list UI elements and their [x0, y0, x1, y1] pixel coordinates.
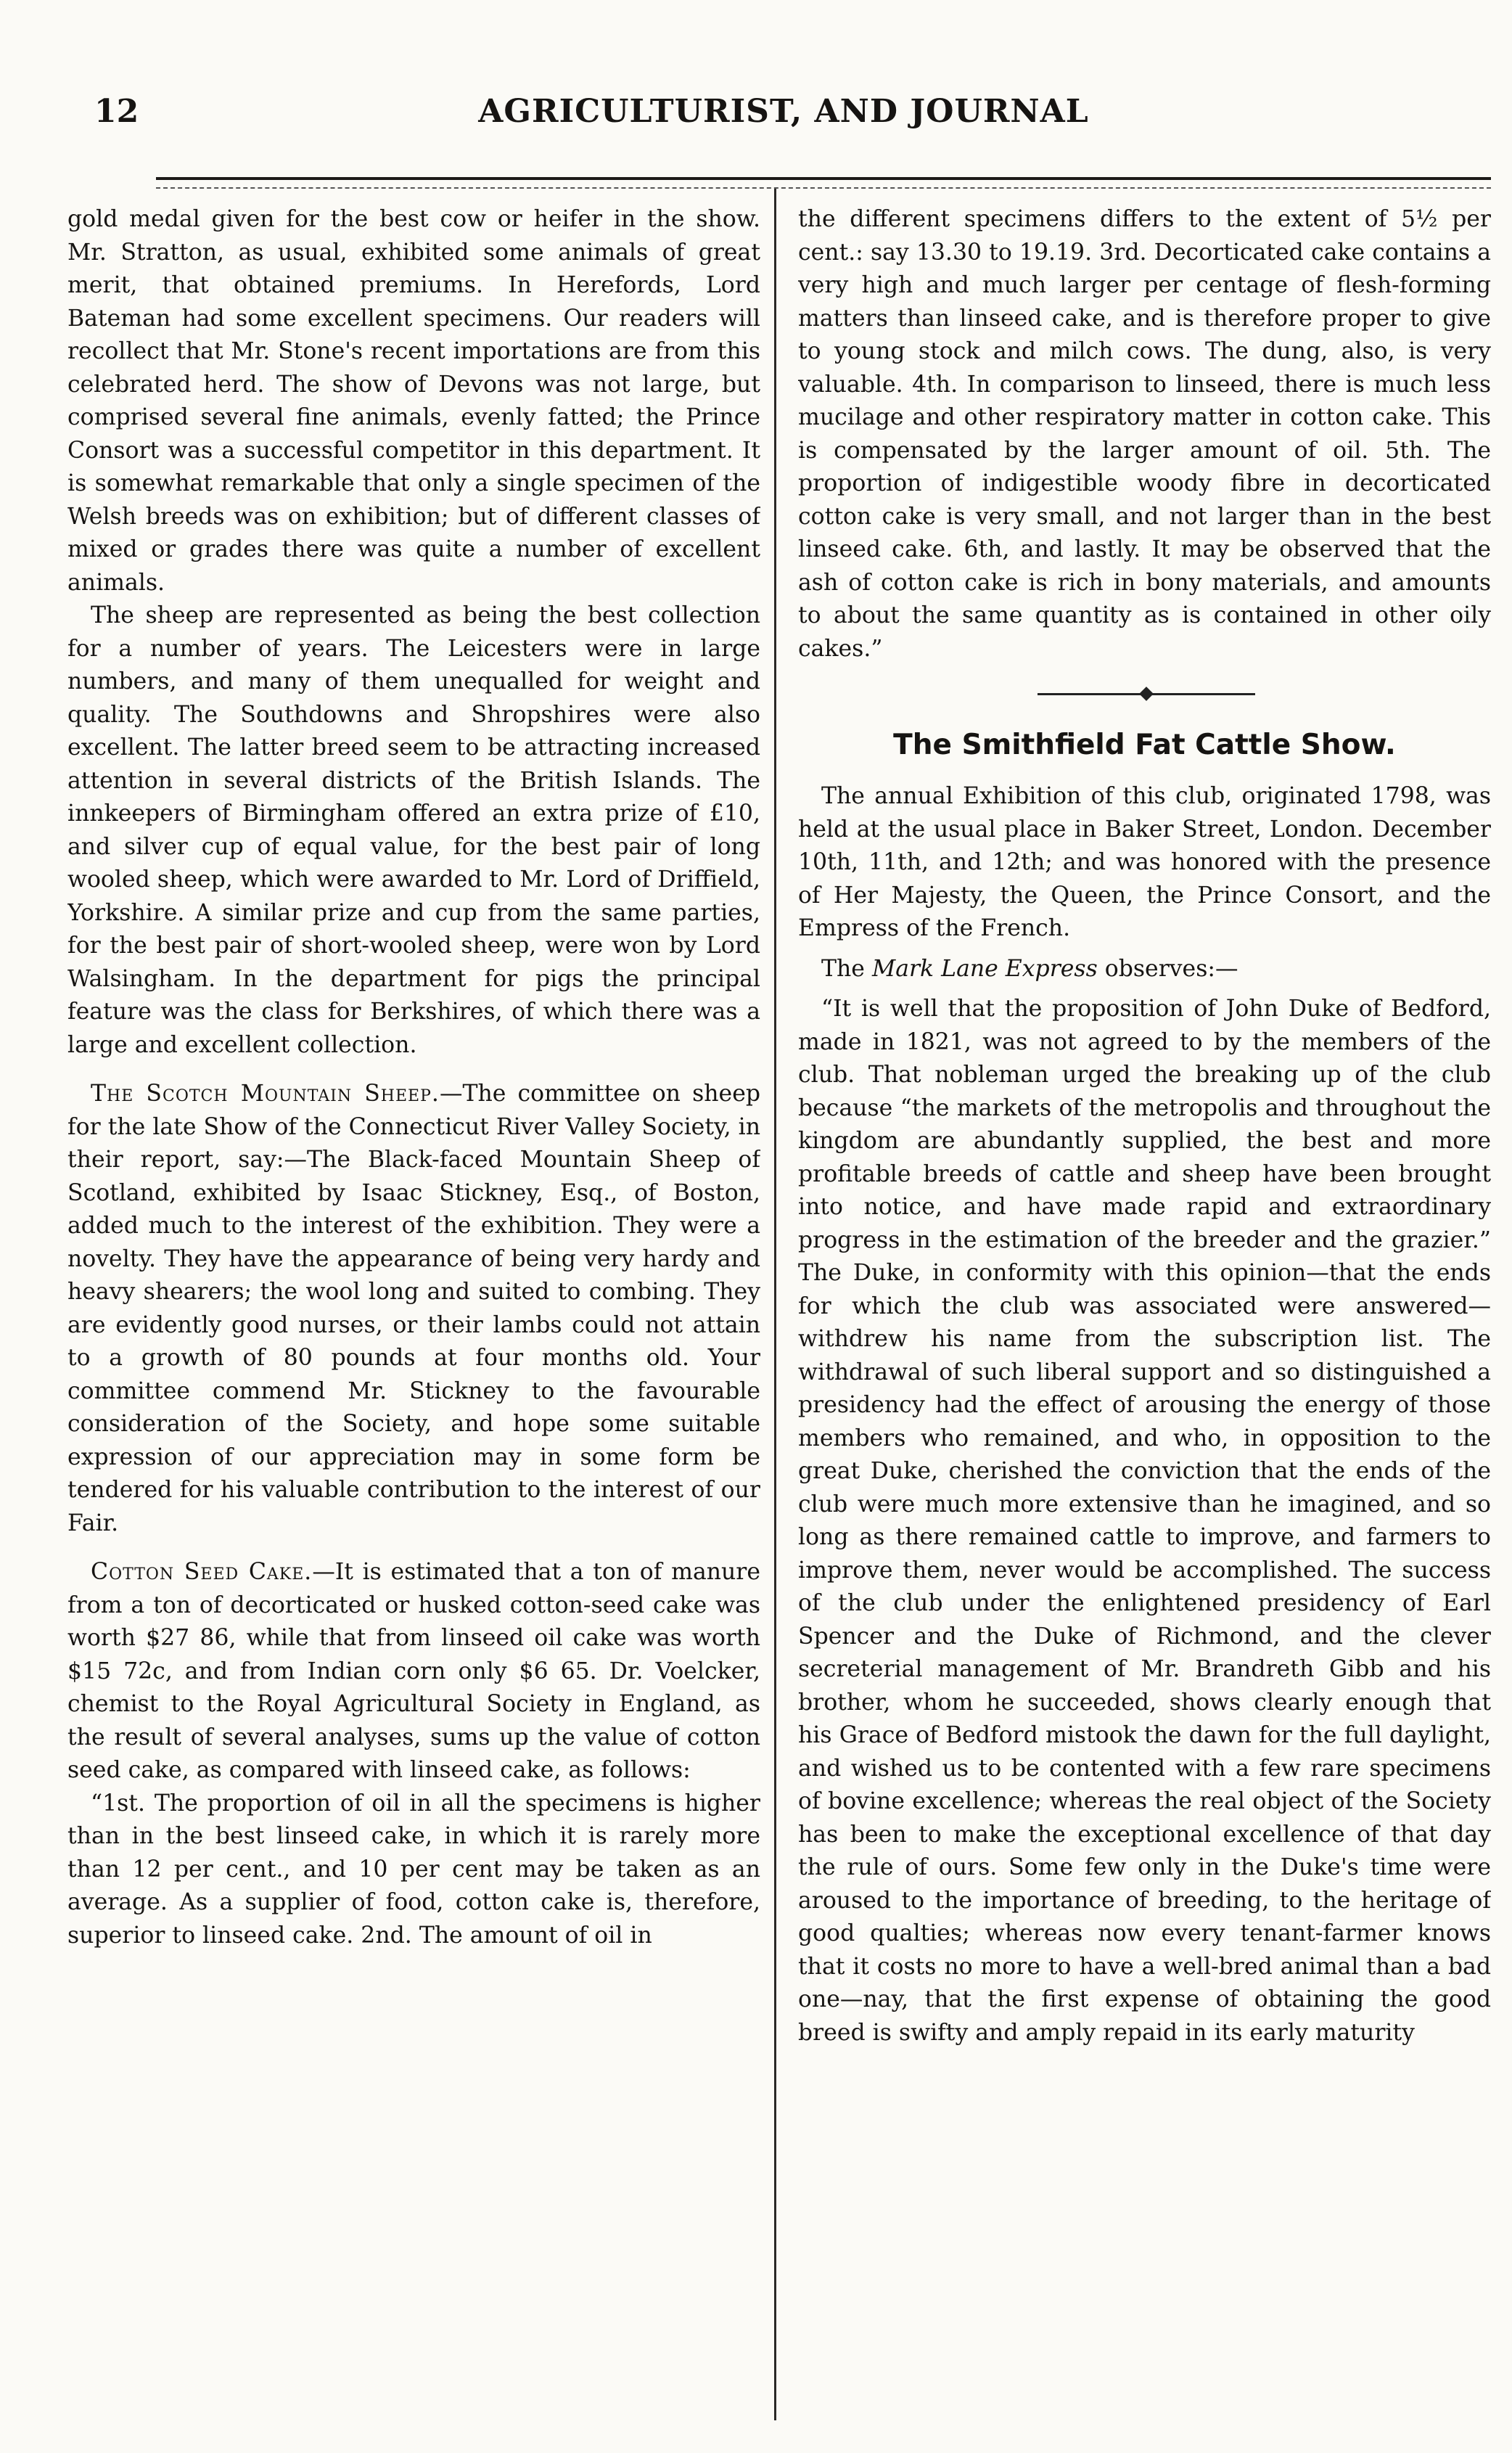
paragraph-exhibition: The annual Exhibition of this club, originated 1798, was held at the usual place in Baker Street, London. December 10th, 11th, and 12th; and was honored with the presence of Her Majesty, the Queen, the Prince Consort, and the Empress of the French. — [798, 783, 1491, 941]
paragraph-cotton-seed-text: —It is estimated that a ton of manure from a ton of decorticated or husked cotton-seed cake was worth $27 86, while that from linseed oil cake was worth $15 72c, and from Indian corn only $6 65. Dr. Voelcker, chemist to the Royal Agricultural Society in England, as the result of several analyses, sums up the value of cotton seed cake, as compared with linseed cake, as follows: — [67, 1559, 760, 1783]
publication-title: Mark Lane Express — [871, 955, 1098, 982]
observes-post: observes:— — [1097, 955, 1238, 982]
paragraph-awards: gold medal given for the best cow or heifer in the show. Mr. Stratton, as usual, exhibited some animals of great merit, that obtained premiums. In Herefords, Lord Bateman had some excellent specimens. Our readers will recollect that Mr. Stone's recent importations are from this celebrated herd. The show of Devons was not large, but comprised several fine animals, evenly fatted; the Prince Consort was a successful competitor in this department. It is somewhat remarkable that only a single specimen of the Welsh breeds was on exhibition; but of different classes of mixed or grades there was quite a number of excellent animals. — [67, 206, 760, 596]
running-head: AGRICULTURIST, AND JOURNAL — [478, 93, 1089, 130]
paragraph-quote-end: the different specimens differs to the extent of 5½ per cent.: say 13.30 to 19.19. 3rd. Decorticated cake contains a very high and much larger per centage of flesh-forming matters than linseed cake, and is therefore proper to give to young stock and milch cows. The dung, also, is very valuable. 4th. In comparison to linseed, there is much less mucilage and other respiratory matter in cotton cake. This is compensated by the larger amount of oil. 5th. The proportion of indigestible woody fibre in decorticated cotton cake is very small, and not larger than in the best linseed cake. 6th, and lastly. It may be observed that the ash of cotton cake is rich in bony materials, and amounts to about the same quantity as is contained in other oily cakes.” — [798, 206, 1491, 662]
section-lead-scotch-sheep: The Scotch Mountain Sheep. — [91, 1081, 440, 1107]
article-title: The Smithfield Fat Cattle Show. — [893, 729, 1396, 761]
paragraph-scotch-sheep — [67, 1078, 760, 1540]
section-divider — [798, 671, 1491, 715]
header-rule — [156, 177, 1491, 189]
paragraph-quote-start: “1st. The proportion of oil in all the specimens is higher than in the best linseed cake, in which it is rarely more than 12 per cent., and 10 per cent may be taken as an average. As a supplier of food, cotton cake is, therefore, superior to linseed cake. 2nd. The amount of oil in — [67, 1790, 760, 1949]
left-column — [67, 203, 760, 2424]
column-divider — [774, 189, 776, 2420]
paragraph-observes — [798, 953, 1491, 986]
divider-diamond-icon — [1139, 687, 1154, 701]
page-header — [80, 93, 1487, 144]
section-lead-cotton-seed: Cotton Seed Cake. — [91, 1559, 313, 1585]
paragraph-scotch-sheep-text: —The committee on sheep for the late Show of the Connecticut River Valley Society, in their report, say:—The Black-faced Mountain Sheep of Scotland, exhibited by Isaac Stickney, Esq., of Boston, added much to the interest of the exhibition. They were a novelty. They have the appearance of being very hardy and heavy shearers; the wool long and suited to combing. They are evidently good nurses, or their lambs could not attain to a growth of 80 pounds at four months old. Your committee commend Mr. Stickney to the favourable consideration of the Society, and hope some suitable expression of our appreciation may in some form be tendered for his valuable contribution to the interest of our Fair. — [67, 1081, 760, 1536]
paragraph-duke-of-bedford: “It is well that the proposition of John Duke of Bedford, made in 1821, was not agreed to by the members of the club. That nobleman urged the breaking up of the club because “the markets of the metropolis and throughout the kingdom are abundantly supplied, the best and more profitable breeds of cattle and sheep have been brought into notice, and have made rapid and extraordinary progress in the estimation of the breeder and the grazier.” The Duke, in conformity with this opinion—that the ends for which the club was associated were answered—withdrew his name from the subscription list. The withdrawal of such liberal support and so distinguished a presidency had the effect of arousing the energy of those members who remained, and who, in opposition to the great Duke, cherished the conviction that the ends of the club were much more extensive than he imagined, and so long as there remained cattle to improve, and farmers to improve them, never would be accomplished. The success of the club under the enlightened presidency of Earl Spencer and the Duke of Richmond, and the clever secreterial management of Mr. Brandreth Gibb and his brother, whom he succeeded, shows clearly enough that his Grace of Bedford mistook the dawn for the full daylight, and wished us to be contented with a few rare specimens of bovine excellence; whereas the real object of the Society has been to make the exceptional excellence of that day the rule of ours. Some few only in the Duke's time were aroused to the importance of breeding, to the heritage of good qualties; whereas now every tenant-farmer knows that it costs no more to have a well-bred animal than a bad one—nay, that the first expense of obtaining the good breed is swifty and amply repaid in its early maturity — [798, 996, 1491, 2046]
paragraph-sheep: The sheep are represented as being the best collection for a number of years. The Leicesters were in large numbers, and many of them unequalled for weight and quality. The Southdowns and Shropshires were also excellent. The latter breed seem to be attracting increased attention in several districts of the British Islands. The innkeepers of Birmingham offered an extra prize of £10, and silver cup of equal value, for the best pair of long wooled sheep, which were awarded to Mr. Lord of Driffield, Yorkshire. A similar prize and cup from the same parties, for the best pair of short-wooled sheep, were won by Lord Walsingham. In the department for pigs the principal feature was the class for Berkshires, of which there was a large and excellent collection. — [67, 602, 760, 1058]
right-column — [798, 203, 1491, 2424]
page-number: 12 — [94, 93, 139, 130]
paragraph-cotton-seed — [67, 1556, 760, 1787]
observes-pre: The — [821, 955, 872, 982]
